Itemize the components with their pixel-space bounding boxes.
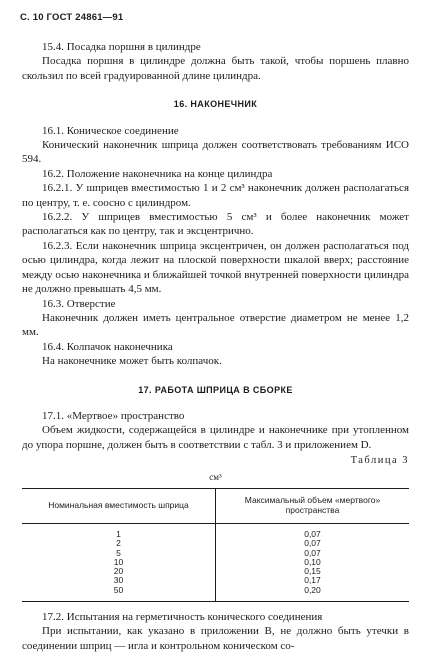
page-content (22, 40, 409, 653)
table-row (22, 523, 409, 539)
table-units: см³ (209, 471, 222, 482)
table-row (22, 576, 409, 585)
table-row (22, 586, 409, 602)
clause-17-2-title: 17.2. Испытания на герметичность конического соединения (42, 611, 323, 624)
clause-17-1-title: 17.1. «Мертвое» пространство (42, 409, 185, 422)
table-cell-capacity: 50 (22, 586, 216, 602)
clause-17-1-text: Объем жидкости, содержащейся в цилиндре и наконечнике при утопленном до упора поршне, должен быть в соответствии с табл. 3 и приложением D. (22, 424, 409, 451)
table-row (22, 558, 409, 567)
clause-16-1-title: 16.1. Коническое соединение (42, 124, 179, 137)
table-cell-volume: 0,07 (304, 547, 321, 558)
table-header-row (22, 488, 409, 523)
clause-16-3-title: 16.3. Отверстие (42, 297, 116, 310)
clause-16-3-text: Наконечник должен иметь центральное отверстие диаметром не менее 1,2 мм. (22, 311, 409, 339)
table-cell-capacity: 5 (22, 549, 216, 558)
table-cell-capacity: 1 (22, 523, 216, 539)
table-cell-capacity: 20 (22, 567, 216, 576)
clause-16-1-text: Конический наконечник шприца должен соответствовать требованиям ИСО 594. (22, 139, 409, 166)
table-cell-volume: 0,15 (304, 566, 321, 577)
table-header-capacity: Номинальная вместимость шприца (22, 488, 216, 523)
section-17-title: 17. РАБОТА ШПРИЦА В СБОРКЕ (138, 384, 293, 395)
table-cell-capacity: 2 (22, 539, 216, 548)
clause-16-2-2: 16.2.2. У шприцев вместимостью 5 см³ и более наконечник может располагаться как по центру, так и эксцентрично. (22, 211, 409, 238)
clause-15-4-title: 15.4. Посадка поршня в цилиндре (42, 41, 201, 53)
clause-15-4-text: Посадка поршня в цилиндре должна быть такой, чтобы поршень плавно скользил по всей градуированной длине цилиндра. (22, 55, 409, 82)
table-cell-capacity: 10 (22, 558, 216, 567)
table-cell-capacity: 30 (22, 576, 216, 585)
table-row (22, 539, 409, 548)
table-row (22, 549, 409, 558)
table-cell-volume: 0,10 (304, 556, 321, 567)
table-cell-volume: 0,07 (304, 528, 321, 539)
clause-17-2-text: При испытании, как указано в приложении В, не должно быть утечки в соединении шприц — игла и контрольном коническом со- (22, 625, 409, 652)
table-cell-volume: 0,17 (304, 575, 321, 586)
section-16-title: 16. НАКОНЕЧНИК (173, 99, 258, 110)
clause-16-4-text: На наконечнике может быть колпачок. (42, 355, 222, 368)
table-cell-volume: 0,20 (216, 586, 410, 602)
page-header: С. 10 ГОСТ 24861—91 (20, 12, 124, 23)
table-caption: Таблица 3 (350, 455, 409, 467)
clause-16-4-title: 16.4. Колпачок наконечника (42, 340, 173, 353)
table-cell-volume: 0,07 (304, 538, 321, 549)
dead-space-table (22, 488, 409, 602)
clause-16-2-3: 16.2.3. Если наконечник шприца эксцентричен, он должен располагаться под осью цилиндра, когда лежит на плоской поверхности шкалой вверх; расстояние между осью наконечника и ближайшей точкой внутренней поверхности цилиндра не должно превышать 4,5 мм. (22, 239, 409, 296)
clause-16-2-title: 16.2. Положение наконечника на конце цилиндра (42, 167, 273, 180)
table-row (22, 567, 409, 576)
clause-16-2-1: 16.2.1. У шприцев вместимостью 1 и 2 см³ наконечник должен располагаться по центру, т. е. соосно с цилиндром. (22, 182, 409, 209)
table-header-dead-space: Максимальный объем «мертвого» пространства (216, 488, 410, 523)
